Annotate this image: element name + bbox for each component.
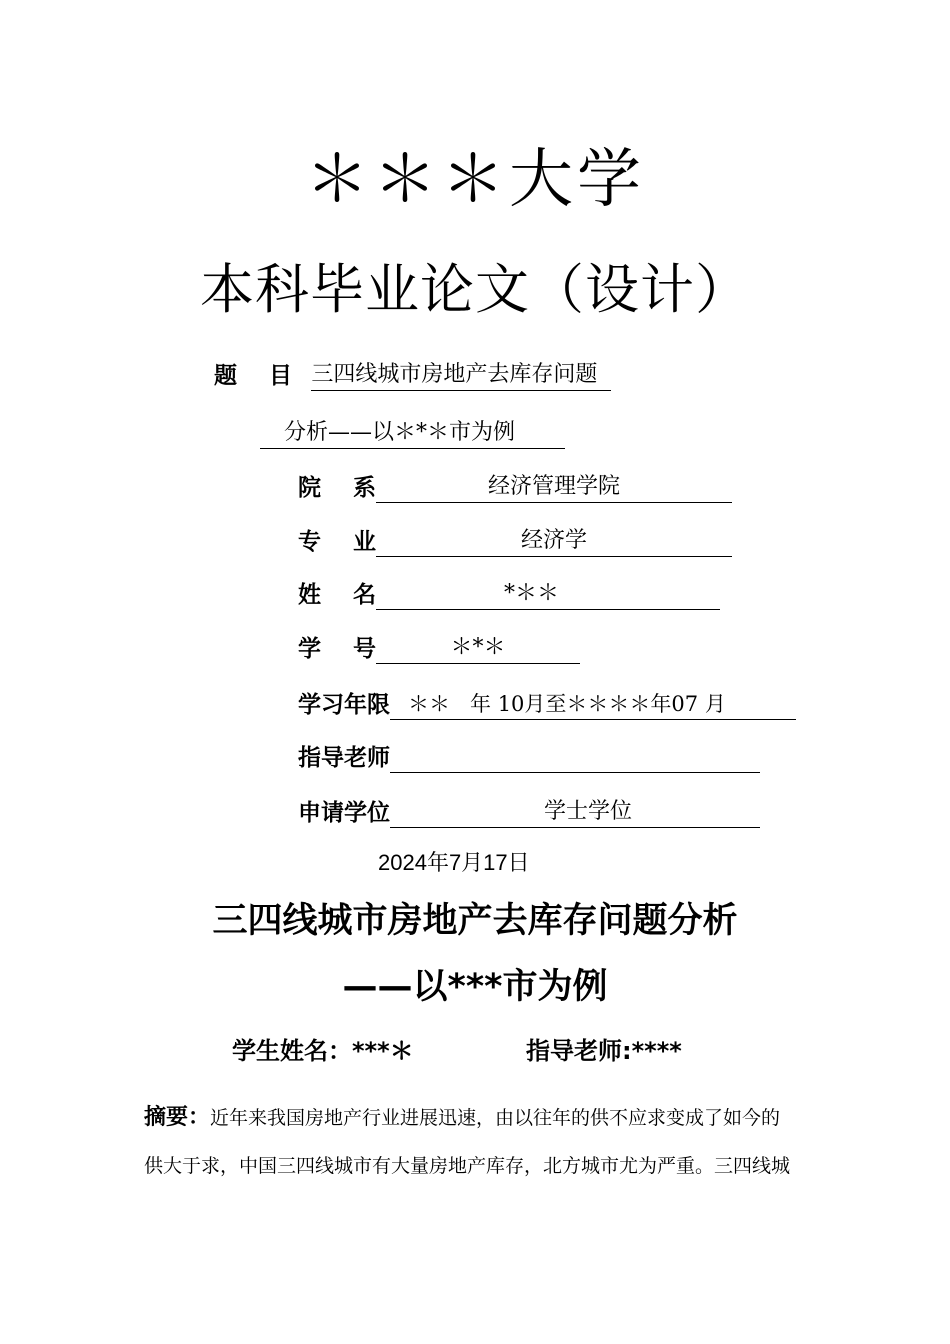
field-label: 申请学位 xyxy=(298,800,390,826)
abstract-line-1 xyxy=(144,1094,810,1142)
field-study-period xyxy=(298,689,796,720)
abstract-line-2 xyxy=(144,1142,810,1190)
abstract-text: 。三四线城 xyxy=(695,1155,791,1177)
paper-title-line1: 三四线城市房地产去库存问题分析 xyxy=(212,901,738,941)
student-value: ***＊ xyxy=(352,1037,414,1065)
abstract-text: 供大于求， xyxy=(144,1155,240,1177)
field-value xyxy=(390,772,760,773)
field-advisor xyxy=(298,743,760,773)
advisor-line xyxy=(526,1034,682,1068)
field-value: ＊＊ 年 10月至＊＊＊＊年07 月 xyxy=(390,689,796,720)
field-label: 姓 名 xyxy=(298,582,377,608)
abstract-text: 近年来我国房地产行业进展迅速，由以往年的供不应求变成了如今的 xyxy=(210,1107,781,1129)
student-label: 学生姓名： xyxy=(232,1037,352,1065)
field-major xyxy=(298,526,732,557)
field-label: 学 号 xyxy=(298,636,377,662)
field-label: 专 业 xyxy=(298,529,377,555)
field-name xyxy=(298,579,720,610)
field-value: ＊*＊ xyxy=(376,633,580,664)
field-label: 指导老师 xyxy=(298,745,390,771)
thesis-type: 本科毕业论文（设计） xyxy=(200,258,750,321)
field-value: 学士学位 xyxy=(390,797,760,828)
abstract-label: 摘要： xyxy=(144,1105,211,1130)
title-line2: 分析——以＊*＊市为例 xyxy=(260,418,565,449)
title-row-2 xyxy=(260,418,565,449)
cover-date: 2024年7月17日 xyxy=(378,850,530,875)
student-name-line xyxy=(232,1034,414,1068)
field-label: 院 系 xyxy=(298,475,377,501)
field-value: *＊＊ xyxy=(376,579,720,610)
university-name: ＊＊＊大学 xyxy=(305,143,645,217)
field-student-id xyxy=(298,633,580,664)
title-line1: 三四线城市房地产去库存问题 xyxy=(311,360,611,391)
title-row xyxy=(214,360,611,391)
title-label: 题 目 xyxy=(214,363,293,389)
field-degree xyxy=(298,797,760,828)
advisor-value: **** xyxy=(631,1037,682,1065)
advisor-label: 指导老师: xyxy=(526,1037,632,1065)
field-value: 经济学 xyxy=(376,526,732,557)
paper-title-line2: ——以***市为例 xyxy=(342,967,608,1007)
abstract-text: 中国三四线城市有大量房地产库存，北方城市尤为严重 xyxy=(239,1155,696,1177)
field-department xyxy=(298,472,732,503)
field-label: 学习年限 xyxy=(298,692,390,718)
field-value: 经济管理学院 xyxy=(376,472,732,503)
